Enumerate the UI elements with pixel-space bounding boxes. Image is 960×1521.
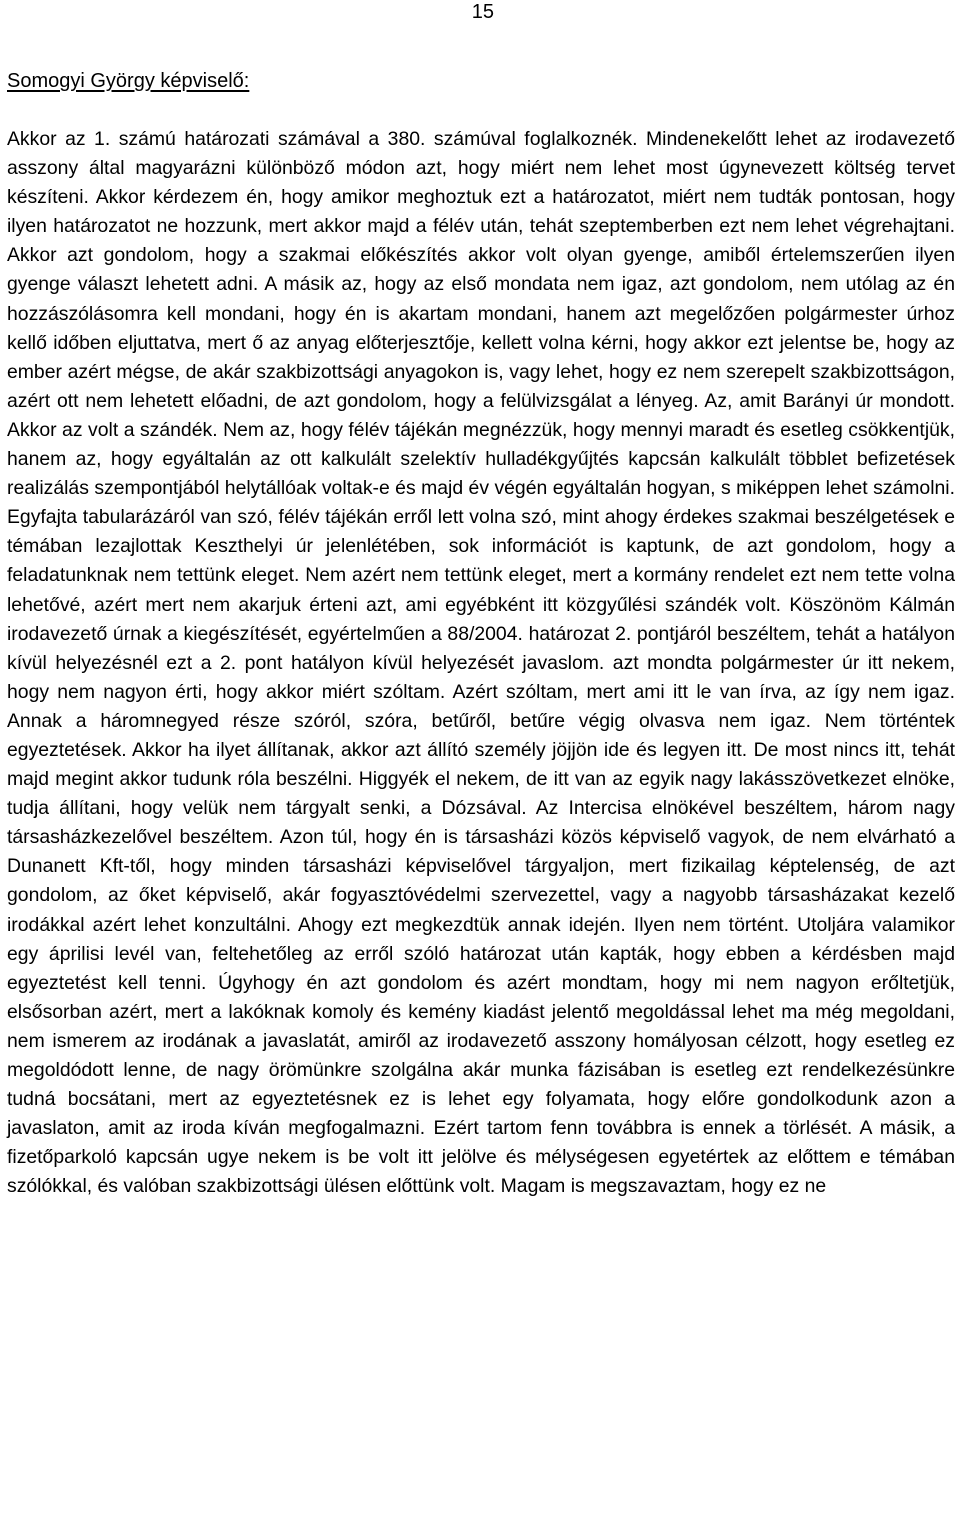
speech-paragraph: Akkor az 1. számú határozati számával a 380. számúval foglalkoznék. Mindenekelőtt lehet az irodavezető asszony által magyarázni különböző módon azt, hogy miért nem lehet most úgynevezett költség tervet készíteni. Akkor kérdezem én, hogy amikor meghoztuk ezt a határozatot, miért nem tudták pontosan, hogy ilyen határozatot ne hozzunk, mert akkor majd a félév után, tehát szeptemberben ezt nem lehet végrehajtani. Akkor azt gondolom, hogy a szakmai előkészítés akkor volt olyan gyenge, amiből értelemszerűen ilyen gyenge választ lehetett adni. A másik az, hogy az első mondata nem igaz, azt gondolom, nem utólag az én hozzászólásomra kell mondani, hogy én is akartam mondani, hanem azt megelőzően polgármester úrhoz kellő időben eljuttatva, mert ő az anyag előterjesztője, kellett volna kérni, hogy akkor ezt jelentse be, hogy az ember azért mégse, de akár szakbizottsági anyagokon is, vagy lehet, hogy ez nem szerepelt szakbizottságon, azért ott nem lehetett előadni, de azt gondolom, hogy a felülvizsgálat a lényeg. Az, amit Barányi úr mondott. Akkor az volt a szándék. Nem az, hogy félév tájékán megnézzük, hogy mennyi maradt és esetleg csökkentjük, hanem az, hogy egyáltalán az ott kalkulált szelektív hulladékgyűjtés kapcsán kalkulált többlet befizetések realizálás szempontjából helytállóak voltak-e és majd év végén egyáltalán hogyan, s miképpen lehet számolni. Egyfajta tabularázáról van szó, félév tájékán erről lett volna szó, mint ahogy érdekes szakmai beszélgetések e témában lezajlottak Keszthelyi úr jelenlétében, sok információt is kaptunk, de azt gondolom, hogy a feladatunknak nem tettünk eleget. Nem azért nem tettünk eleget, mert a kormány rendelet ezt nem tette volna lehetővé, azért mert nem akarjuk érteni azt, ami egyébként itt közgyűlési szándék volt. Köszönöm Kálmán irodavezető úrnak a kiegészítését, egyértelműen a 88/2004. határozat 2. pontjáról beszéltem, tehát a hatályon kívül helyezésnél ezt a 2. pont hatályon kívül helyezését javaslom. azt mondta polgármester úr itt nekem, hogy nem nagyon érti, hogy akkor miért szóltam. Azért szóltam, mert ami itt le van írva, az így nem igaz. Annak a háromnegyed része szóról, szóra, betűről, betűre végig olvasva nem igaz. Nem történtek egyeztetések. Akkor ha ilyet állítanak, akkor azt állító személy jöjjön ide és legyen itt. De most nincs itt, tehát majd megint akkor tudunk róla beszélni. Higgyék el nekem, de itt van az egyik nagy lakásszövetkezet elnöke, tudja állítani, hogy velük nem tárgyalt senki, a Dózsával. Az Intercisa elnökével beszéltem, három nagy társasházkezelővel beszéltem. Azon túl, hogy én is társasházi közös képviselő vagyok, de nem elvárható a Dunanett Kft-től, hogy minden társasházi képviselővel tárgyaljon, mert fizikailag képtelenség, de azt gondolom, az őket képviselő, akár fogyasztóvédelmi szervezettel, vagy a nagyobb társasházakat kezelő irodákkal azért lehet konzultálni. Ahogy ezt megkezdtük annak idején. Ilyen nem történt. Utoljára valamikor egy áprilisi levél van, feltehetőleg az erről szóló határozat után kapták, hogy ebben a kérdésben majd egyeztetést kell tenni. Úgyhogy én azt gondolom és azért mondtam, hogy mi nem nagyon erőltetjük, elsősorban azért, mert a lakóknak komoly és kemény kiadást jelentő megoldással lehet ma még megoldani, nem ismerem az irodának a javaslatát, amiről az irodavezető asszony homályosan célzott, hogy esetleg ez megoldódott lenne, de nagy örömünkre szolgálna akár munka fázisában is esetleg ezt rendelkezésünkre tudná bocsátani, mert az egyeztetésnek ez is lehet egy folyamata, hogy előre gondolkodunk azon a javaslaton, amit az iroda kíván megfogalmazni. Ezért tartom fenn továbbra is ennek a törlését. A másik, a fizetőparkoló kapcsán ugye nekem is be volt itt jelölve és mélységesen egyetértek az előttem e témában szólókkal, és valóban szakbizottsági ülésen előttünk volt. Magam is megszavaztam, hogy ez ne [7,128,955,1198]
speaker-heading: Somogyi György képviselő: [7,70,250,92]
page-number: 15 [471,1,494,23]
